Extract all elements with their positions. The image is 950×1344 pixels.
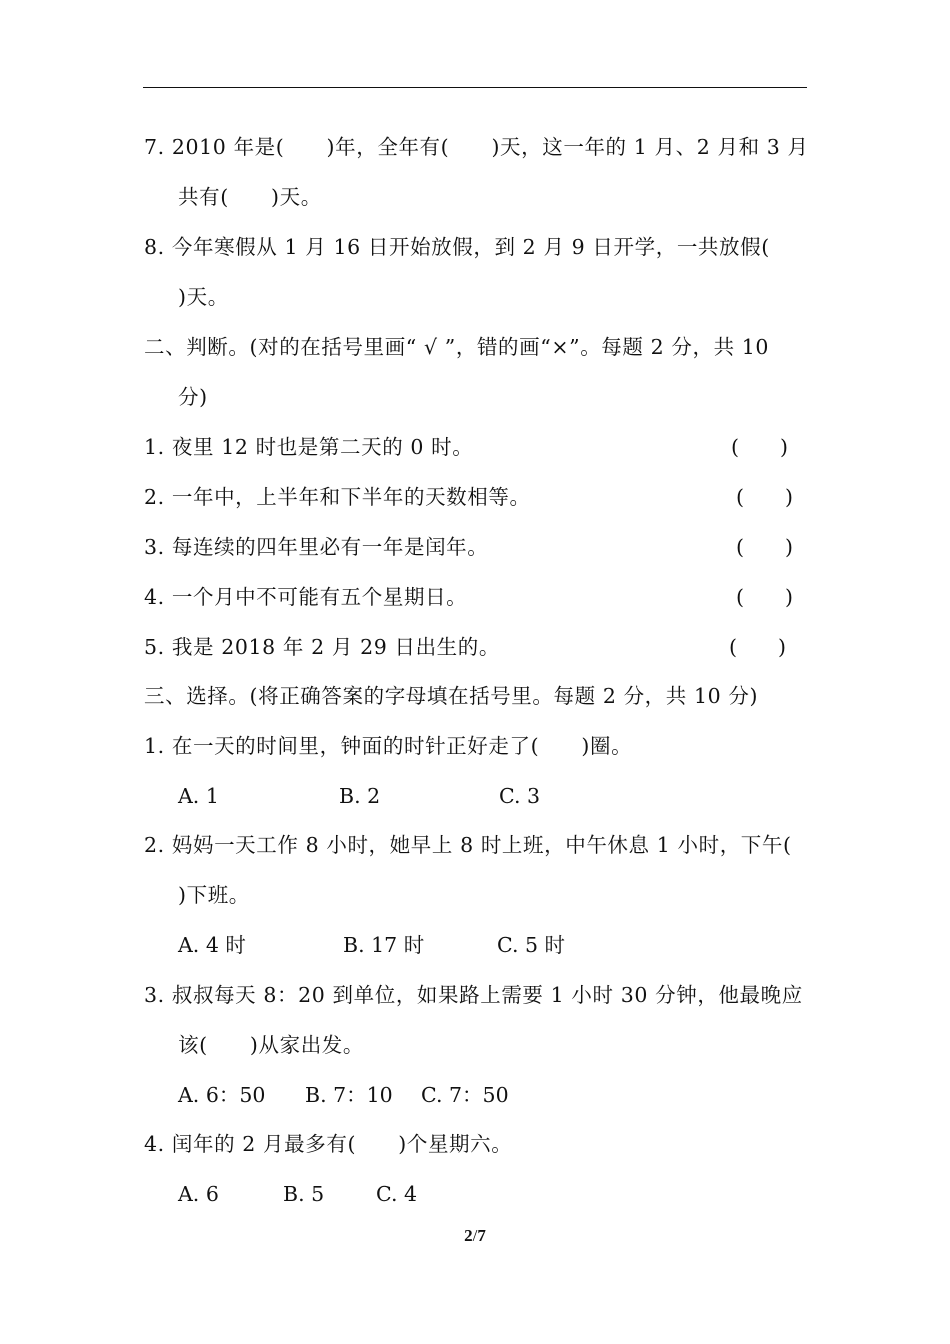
choice-q4-option-a[interactable]: A. 6 bbox=[178, 1182, 219, 1206]
choice-q4: 4. 闰年的 2 月最多有( )个星期六。 bbox=[144, 1132, 513, 1156]
page-separator: / bbox=[472, 1226, 478, 1245]
choice-q1-option-a[interactable]: A. 1 bbox=[178, 784, 219, 808]
q7-line2: 共有( )天。 bbox=[178, 185, 322, 209]
judge-answer-paren-2[interactable]: ( ) bbox=[736, 485, 793, 509]
page-current: 2 bbox=[464, 1226, 473, 1245]
judge-item-3: 3. 每连续的四年里必有一年是闰年。 bbox=[144, 535, 489, 559]
choice-q2-line2: )下班。 bbox=[178, 883, 250, 907]
choice-q2-option-c[interactable]: C. 5 时 bbox=[497, 933, 566, 957]
choice-q1-option-b[interactable]: B. 2 bbox=[339, 784, 381, 808]
judge-item-5: 5. 我是 2018 年 2 月 29 日出生的。 bbox=[144, 635, 500, 659]
judge-answer-paren-5[interactable]: ( ) bbox=[729, 635, 786, 659]
q8-line2: )天。 bbox=[178, 285, 229, 309]
choice-q3-option-a[interactable]: A. 6：50 bbox=[178, 1083, 266, 1107]
section2-heading: 二、判断。(对的在括号里画“ √ ”，错的画“×”。每题 2 分，共 10 bbox=[144, 335, 770, 359]
choice-q4-option-c[interactable]: C. 4 bbox=[376, 1182, 418, 1206]
choice-q2-option-b[interactable]: B. 17 时 bbox=[343, 933, 425, 957]
q7-line1: 7. 2010 年是( )年，全年有( )天，这一年的 1 月、2 月和 3 月 bbox=[144, 135, 809, 159]
choice-q4-option-b[interactable]: B. 5 bbox=[283, 1182, 325, 1206]
q8-line1: 8. 今年寒假从 1 月 16 日开始放假，到 2 月 9 日开学，一共放假( bbox=[144, 235, 770, 259]
choice-q1-option-c[interactable]: C. 3 bbox=[499, 784, 541, 808]
judge-answer-paren-1[interactable]: ( ) bbox=[731, 435, 788, 459]
choice-q2-option-a[interactable]: A. 4 时 bbox=[178, 933, 246, 957]
header-rule bbox=[143, 87, 807, 88]
choice-q1: 1. 在一天的时间里，钟面的时针正好走了( )圈。 bbox=[144, 734, 633, 758]
choice-q2-line1: 2. 妈妈一天工作 8 小时，她早上 8 时上班，中午休息 1 小时，下午( bbox=[144, 833, 792, 857]
page-number bbox=[0, 1224, 950, 1248]
section2-heading-cont: 分) bbox=[178, 385, 208, 409]
choice-q3-line2: 该( )从家出发。 bbox=[178, 1033, 364, 1057]
judge-item-1: 1. 夜里 12 时也是第二天的 0 时。 bbox=[144, 435, 474, 459]
judge-answer-paren-4[interactable]: ( ) bbox=[736, 585, 793, 609]
choice-q3-option-b[interactable]: B. 7：10 bbox=[305, 1083, 393, 1107]
judge-item-2: 2. 一年中，上半年和下半年的天数相等。 bbox=[144, 485, 531, 509]
page-total: 7 bbox=[477, 1226, 486, 1245]
judge-item-4: 4. 一个月中不可能有五个星期日。 bbox=[144, 585, 468, 609]
choice-q3-line1: 3. 叔叔每天 8：20 到单位，如果路上需要 1 小时 30 分钟，他最晚应 bbox=[144, 983, 803, 1007]
choice-q3-option-c[interactable]: C. 7：50 bbox=[421, 1083, 509, 1107]
section3-heading: 三、选择。(将正确答案的字母填在括号里。每题 2 分，共 10 分) bbox=[144, 684, 759, 708]
judge-answer-paren-3[interactable]: ( ) bbox=[736, 535, 793, 559]
